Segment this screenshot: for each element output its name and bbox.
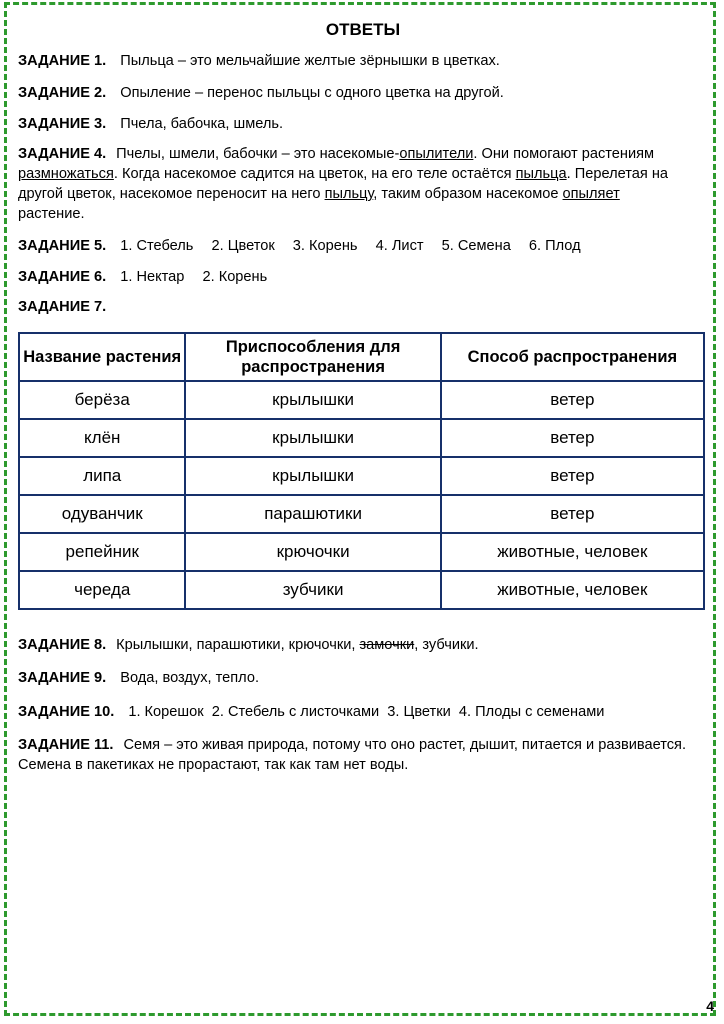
table-cell: репейник <box>19 533 185 571</box>
task-label: ЗАДАНИЕ 5. <box>18 238 107 254</box>
list-item: 4. Лист <box>375 238 424 254</box>
task-label: ЗАДАНИЕ 9. <box>18 670 107 686</box>
list-item: 6. Плод <box>528 238 581 254</box>
table-cell: ветер <box>441 381 704 419</box>
task-text: Пыльца – это мельчайшие желтые зёрнышки в цветках. <box>120 53 500 69</box>
table-cell: ветер <box>441 457 704 495</box>
task-label: ЗАДАНИЕ 2. <box>18 85 107 101</box>
task-label: ЗАДАНИЕ 4. <box>18 146 107 162</box>
task-11 <box>18 735 688 775</box>
table-row <box>19 457 704 495</box>
table-row <box>19 533 704 571</box>
table-cell: крылышки <box>185 419 440 457</box>
task-text: Семя – это живая природа, потому что оно растет, дышит, питается и развивается. <box>123 737 687 753</box>
task-label: ЗАДАНИЕ 7. <box>18 299 107 315</box>
task-text: . Перелетая на другой цветок, насекомое переносит на него <box>18 166 668 202</box>
task-text: растение. <box>18 206 85 222</box>
list-item: 2. Корень <box>202 269 268 285</box>
table-cell: животные, человек <box>441 571 704 609</box>
task-text: . Они помогают растениям <box>473 146 655 162</box>
table-cell: зубчики <box>185 571 440 609</box>
seed-dispersal-table <box>18 332 705 610</box>
task-label: ЗАДАНИЕ 8. <box>18 637 107 653</box>
list-item: 3. Корень <box>292 238 358 254</box>
task-3 <box>18 114 708 134</box>
list-item: 1. Стебель <box>120 238 194 254</box>
task-label: ЗАДАНИЕ 1. <box>18 53 107 69</box>
table-cell: клён <box>19 419 185 457</box>
task-text: Вода, воздух, тепло. <box>120 670 260 686</box>
task-10 <box>18 702 708 722</box>
task-text: . Когда насекомое садится на цветок, на его теле остаётся <box>113 166 516 182</box>
task-8 <box>18 635 708 655</box>
table-cell: крылышки <box>185 457 440 495</box>
task-text: , таким образом насекомое <box>373 186 563 202</box>
table-row <box>19 419 704 457</box>
table-cell: ветер <box>441 495 704 533</box>
task-text: Пчелы, шмели, бабочки – это насекомые- <box>116 146 400 162</box>
underlined-word: размножаться <box>18 166 114 182</box>
task-2 <box>18 83 708 103</box>
underlined-word: опылители <box>399 146 474 162</box>
list-item: 1. Нектар <box>120 269 185 285</box>
table-row <box>19 495 704 533</box>
column-header: Название растения <box>19 333 185 381</box>
task-9 <box>18 668 708 688</box>
task-5 <box>18 236 708 256</box>
task-label: ЗАДАНИЕ 3. <box>18 116 107 132</box>
table-cell: животные, человек <box>441 533 704 571</box>
column-header: Приспособления для распространения <box>185 333 440 381</box>
underlined-word: пыльцу <box>324 186 374 202</box>
task-6 <box>18 267 708 287</box>
table-row <box>19 571 704 609</box>
table-row <box>19 381 704 419</box>
table-cell: крючочки <box>185 533 440 571</box>
table-cell: берёза <box>19 381 185 419</box>
task-text: Крылышки, парашютики, крючочки, <box>116 637 360 653</box>
table-cell: крылышки <box>185 381 440 419</box>
table-cell: парашютики <box>185 495 440 533</box>
table-header-row <box>19 333 704 381</box>
page-title: ОТВЕТЫ <box>325 20 401 39</box>
column-header: Способ распространения <box>441 333 704 381</box>
list-item: 5. Семена <box>441 238 511 254</box>
underlined-word: опыляет <box>562 186 620 202</box>
struck-word: замочки <box>359 637 415 653</box>
task-7 <box>18 297 708 317</box>
table-cell: череда <box>19 571 185 609</box>
task-label: ЗАДАНИЕ 10. <box>18 704 115 720</box>
underlined-word: пыльца <box>515 166 567 182</box>
task-text: , зубчики. <box>414 637 479 653</box>
table-cell: одуванчик <box>19 495 185 533</box>
task-text: Семена в пакетиках не прорастают, так как там нет воды. <box>18 757 409 773</box>
task-text: Опыление – перенос пыльцы с одного цветка на другой. <box>120 85 504 101</box>
task-text: Пчела, бабочка, шмель. <box>120 116 284 132</box>
task-text: 1. Корешок 2. Стебель с листочками 3. Цветки 4. Плоды с семенами <box>128 704 605 720</box>
task-label: ЗАДАНИЕ 11. <box>18 737 114 753</box>
list-item: 2. Цветок <box>211 238 275 254</box>
table-cell: ветер <box>441 419 704 457</box>
page-number: 4 <box>706 998 714 1014</box>
task-4 <box>18 144 668 224</box>
table-cell: липа <box>19 457 185 495</box>
task-label: ЗАДАНИЕ 6. <box>18 269 107 285</box>
task-1 <box>18 51 708 71</box>
